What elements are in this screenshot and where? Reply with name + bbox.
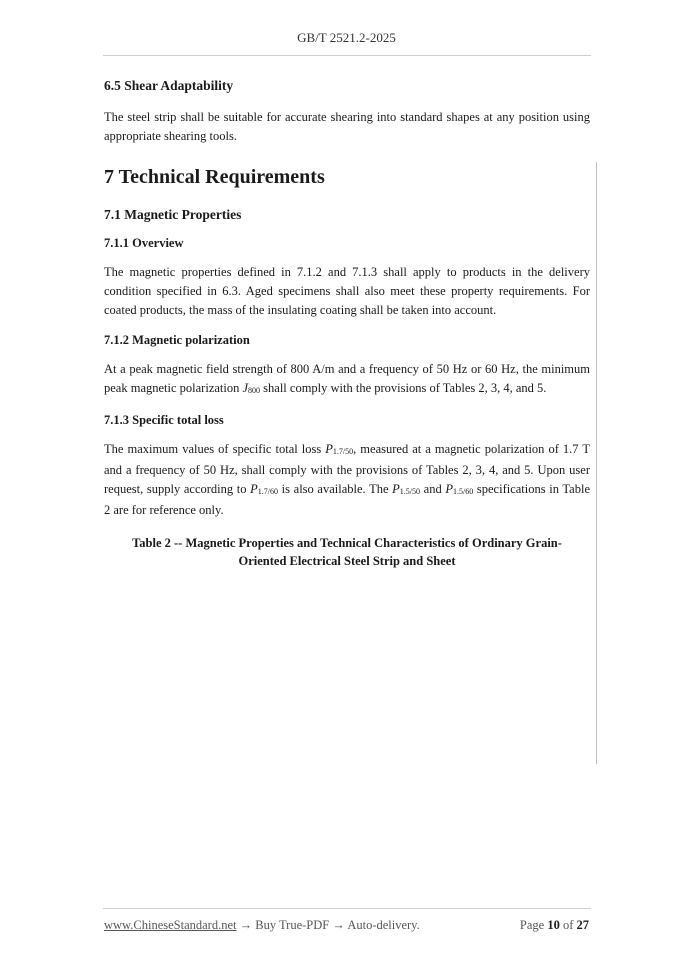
paragraph-7-1-2 bbox=[104, 360, 590, 400]
symbol-p: P bbox=[325, 442, 333, 456]
heading-7-1: 7.1 Magnetic Properties bbox=[104, 207, 242, 222]
site-link[interactable]: www.ChineseStandard.net bbox=[104, 918, 237, 932]
text-segment: , measured at a magnetic polarization of 1.7 T and a frequency of 50 Hz, shall comply with the provisions of Tables 2, 3, 4, and 5. Upon user request, supply according to bbox=[104, 442, 590, 496]
header-divider bbox=[103, 55, 591, 56]
text-segment: At a peak magnetic field strength of 800 A/m and a frequency of 50 Hz or 60 Hz, the minimum peak magnetic polarization bbox=[104, 362, 590, 395]
symbol-p: P bbox=[250, 482, 258, 496]
text-segment: shall comply with the provisions of Tables 2, 3, 4, and 5. bbox=[260, 381, 547, 395]
text-segment: is also available. The bbox=[278, 482, 393, 496]
page-total: 27 bbox=[576, 918, 589, 932]
subscript: 800 bbox=[248, 386, 261, 395]
text-segment: and bbox=[420, 482, 446, 496]
symbol-p: P bbox=[392, 482, 400, 496]
of-label: of bbox=[559, 918, 577, 932]
subscript: 1.5/50 bbox=[399, 487, 421, 496]
buy-pdf-text: Buy True-PDF bbox=[255, 918, 330, 932]
heading-6-5: 6.5 Shear Adaptability bbox=[104, 78, 234, 93]
document-header: GB/T 2521.2-2025 bbox=[297, 30, 396, 45]
subscript: 1.7/60 bbox=[257, 487, 279, 496]
document-footer bbox=[104, 918, 589, 933]
auto-delivery-text: Auto-delivery. bbox=[347, 918, 420, 932]
paragraph-7-1-1: The magnetic properties defined in 7.1.2 and 7.1.3 shall apply to products in the delivery condition specified in 6.3. Aged specimens shall also meet these property requirements. For coated products, the mass of the insulating coating shall be taken into account. bbox=[104, 265, 590, 317]
paragraph-7-1-3 bbox=[104, 440, 590, 520]
caption-line-1: Table 2 -- Magnetic Properties and Technical Characteristics of Ordinary Grain- bbox=[132, 536, 562, 550]
text-segment: specifications in Table 2 are for reference only. bbox=[104, 482, 590, 517]
arrow-icon: → bbox=[236, 918, 256, 932]
subscript: 1.5/60 bbox=[453, 487, 474, 496]
subscript: 1.7/50 bbox=[332, 447, 354, 456]
margin-change-bar bbox=[596, 162, 597, 764]
heading-7: 7 Technical Requirements bbox=[104, 166, 325, 188]
symbol-j: J bbox=[242, 381, 249, 395]
page-number: 10 bbox=[547, 918, 560, 932]
page-label: Page bbox=[519, 918, 548, 932]
heading-7-1-3: 7.1.3 Specific total loss bbox=[104, 413, 224, 427]
document-body bbox=[104, 78, 590, 570]
heading-7-1-1: 7.1.1 Overview bbox=[104, 236, 184, 250]
heading-7-1-2: 7.1.2 Magnetic polarization bbox=[104, 333, 250, 347]
footer-divider bbox=[103, 908, 591, 909]
symbol-p: P bbox=[445, 482, 454, 496]
page-indicator bbox=[520, 918, 589, 933]
arrow-icon: → bbox=[329, 918, 348, 932]
paragraph-6-5: The steel strip shall be suitable for accurate shearing into standard shapes at any position using appropriate shearing tools. bbox=[104, 110, 590, 143]
text-segment: The maximum values of specific total loss bbox=[104, 442, 326, 456]
table-2-caption bbox=[104, 534, 590, 570]
caption-line-2: Oriented Electrical Steel Strip and Sheet bbox=[238, 554, 456, 568]
